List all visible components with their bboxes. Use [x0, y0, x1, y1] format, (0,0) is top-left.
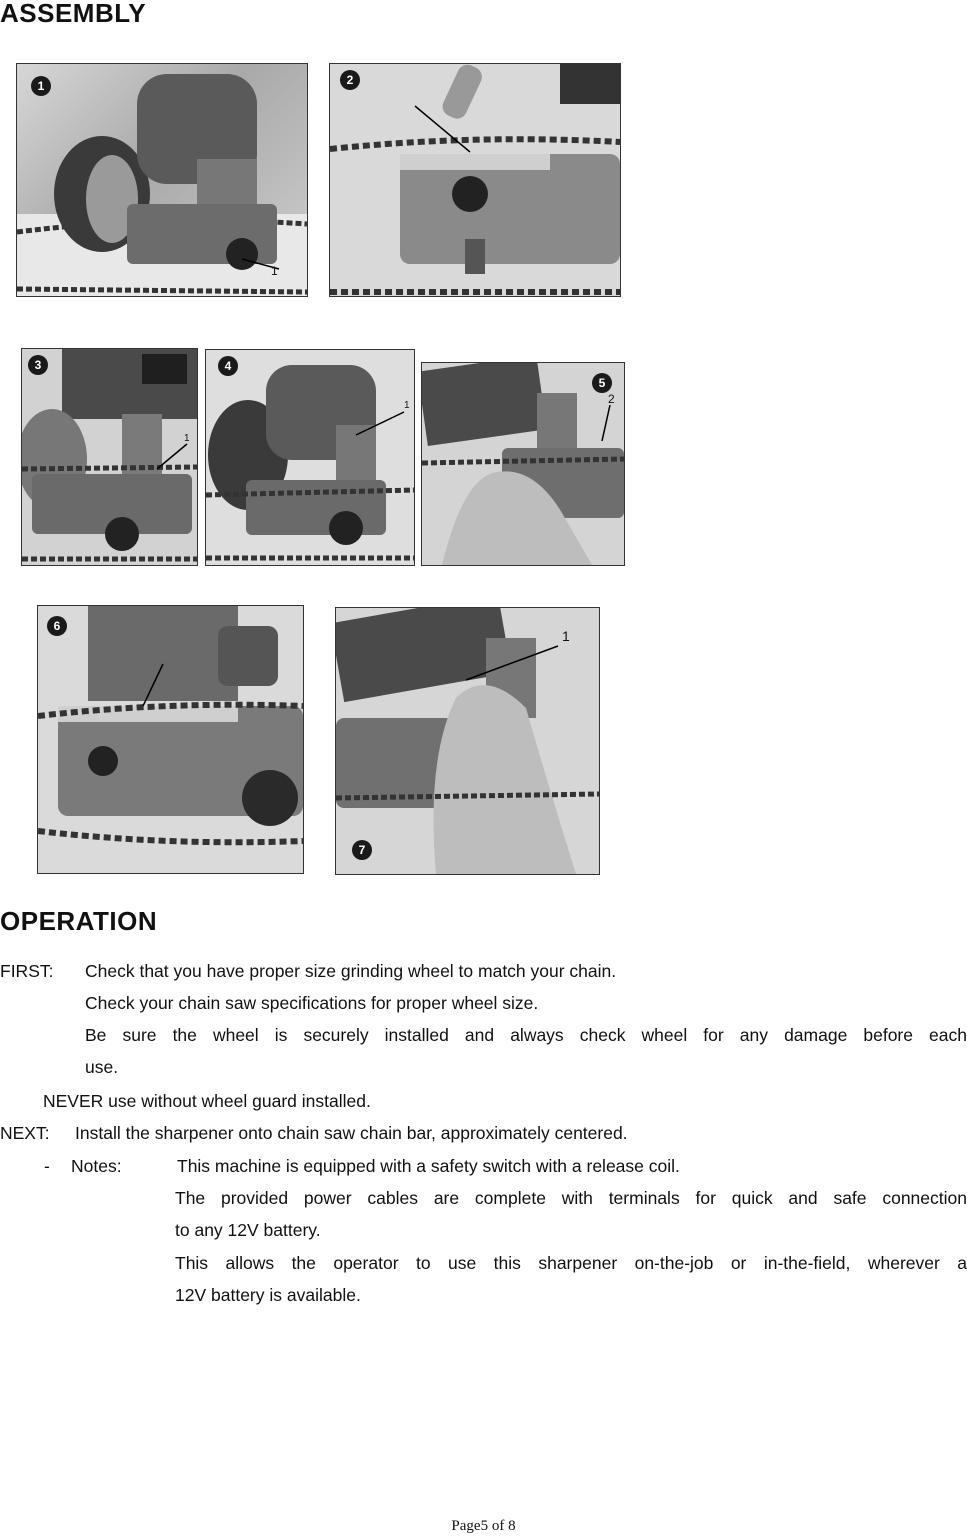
step-badge-6: 6 — [47, 616, 67, 636]
notes-line-2b: to any 12V battery. — [175, 1220, 321, 1240]
assembly-heading: ASSEMBLY — [0, 0, 147, 28]
assembly-photo-1 — [16, 63, 308, 297]
first-line-1: Check that you have proper size grinding wheel to match your chain. — [85, 961, 617, 981]
assembly-photo-5 — [421, 362, 625, 566]
step-badge-2: 2 — [340, 70, 360, 90]
never-warning: NEVER use without wheel guard installed. — [43, 1091, 371, 1111]
callout-label: 2 — [608, 392, 615, 406]
page-number: Page5 of 8 — [451, 1518, 516, 1534]
next-line: Install the sharpener onto chain saw chain bar, approximately centered. — [75, 1123, 628, 1143]
sharpener-illustration — [330, 64, 620, 296]
callout-label: 1 — [271, 264, 278, 278]
sharpener-illustration — [38, 606, 303, 873]
sharpener-illustration — [206, 350, 414, 565]
first-line-3a: Be sure the wheel is securely installed and always check wheel for any damage before each — [85, 1025, 967, 1045]
notes-line-3b: 12V battery is available. — [175, 1285, 361, 1305]
notes-label: Notes: — [71, 1156, 122, 1176]
step-badge-1: 1 — [31, 76, 51, 96]
callout-label: 1 — [562, 628, 570, 644]
step-badge-5: 5 — [592, 373, 612, 393]
notes-line-1: This machine is equipped with a safety switch with a release coil. — [177, 1156, 680, 1176]
callout-label: 1 — [404, 400, 410, 411]
notes-line-2a: The provided power cables are complete with terminals for quick and safe connection — [175, 1188, 967, 1208]
notes-dash: - — [44, 1156, 50, 1176]
operation-heading: OPERATION — [0, 906, 158, 936]
assembly-photo-2 — [329, 63, 621, 297]
sharpener-illustration — [22, 349, 197, 565]
step-badge-3: 3 — [28, 355, 48, 375]
callout-label: 1 — [184, 433, 190, 444]
sharpener-illustration — [17, 64, 307, 296]
assembly-photo-4 — [205, 349, 415, 566]
assembly-photo-7 — [335, 607, 600, 875]
notes-line-3a: This allows the operator to use this sharpener on-the-job or in-the-field, wherever a — [175, 1253, 967, 1273]
assembly-photo-6 — [37, 605, 304, 874]
first-label: FIRST: — [0, 961, 54, 981]
first-line-2: Check your chain saw specifications for proper wheel size. — [85, 993, 539, 1013]
step-badge-4: 4 — [218, 356, 238, 376]
next-label: NEXT: — [0, 1123, 50, 1143]
sharpener-illustration — [336, 608, 599, 874]
assembly-photo-3 — [21, 348, 198, 566]
first-line-3b: use. — [85, 1057, 119, 1077]
sharpener-illustration — [422, 363, 624, 565]
step-badge-7: 7 — [352, 840, 372, 860]
